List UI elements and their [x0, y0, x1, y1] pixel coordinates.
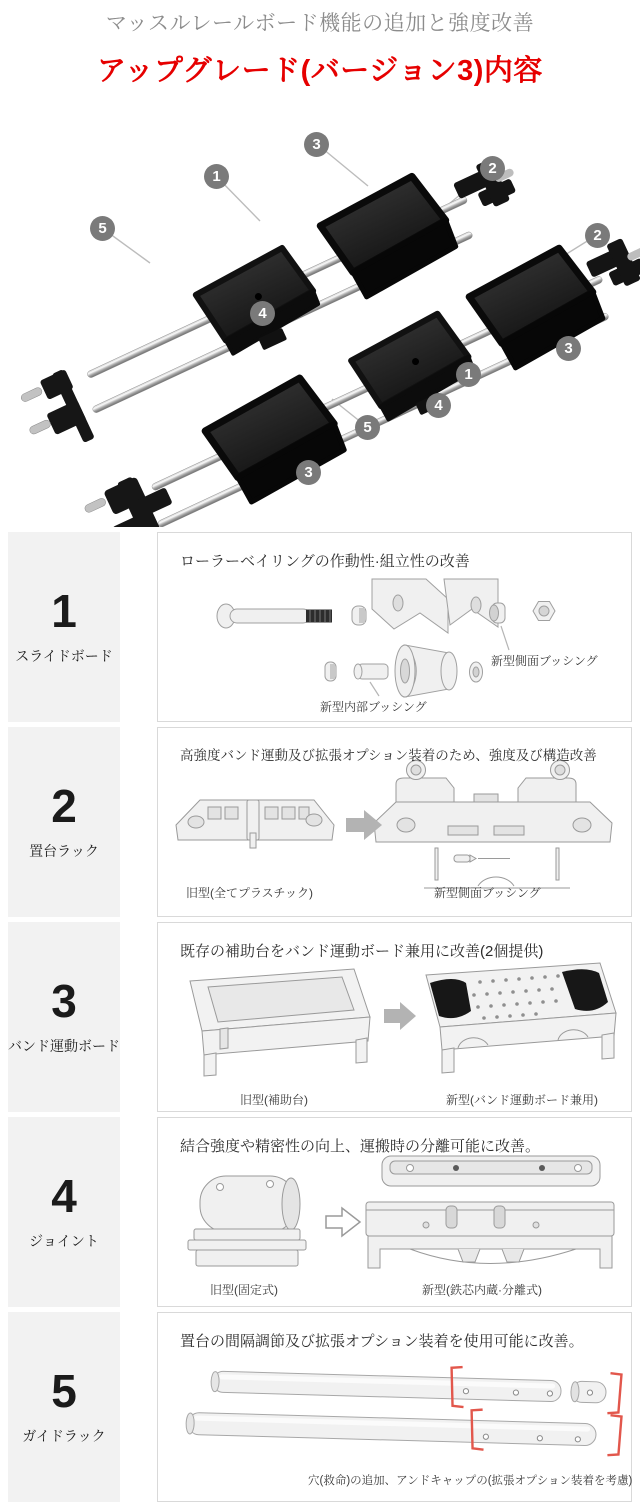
- section-number-box: [8, 727, 120, 917]
- callout-badge: 2: [480, 156, 505, 181]
- page-subtitle: アップグレード(バージョン3)内容: [97, 55, 543, 87]
- section-number-box: [8, 922, 120, 1112]
- section-content: [157, 1312, 632, 1502]
- section-name: 置台ラック: [29, 843, 99, 859]
- part-label: 旧型(全てプラスチック): [186, 886, 314, 900]
- section-content: [157, 1117, 632, 1307]
- section-number-box: [8, 532, 120, 722]
- spec-sections: [0, 532, 640, 1507]
- section-number: 1: [51, 585, 77, 637]
- section-rack: [0, 727, 640, 917]
- section-content: [157, 922, 632, 1112]
- part-label: 新型側面ブッシング: [491, 654, 598, 668]
- callout-badge: 3: [304, 132, 329, 157]
- section-heading: ローラーベイリングの作動性·組立性の改善: [180, 553, 470, 570]
- section-number: 4: [51, 1170, 77, 1222]
- section-heading: 高強度バンド運動及び拡張オプション装着のため、強度及び構造改善: [180, 748, 597, 763]
- section-number-box: [8, 1117, 120, 1307]
- section-number: 5: [51, 1365, 77, 1417]
- callout-badge: 2: [585, 223, 610, 248]
- section-content: [157, 532, 632, 722]
- part-label: 新型内部ブッシング: [320, 700, 427, 714]
- section-slideboard: [0, 532, 640, 722]
- section-heading: 結合強度や精密性の向上、運搬時の分離可能に改善。: [180, 1138, 541, 1155]
- section-name: バンド運動ボード: [8, 1038, 120, 1054]
- part-label: 旧型(固定式): [210, 1283, 278, 1297]
- section-heading: 既存の補助台をバンド運動ボード兼用に改善(2個提供): [180, 943, 544, 960]
- header: [0, 0, 640, 89]
- section-heading: 置台の間隔調節及び拡張オプション装着を使用可能に改善。: [180, 1333, 584, 1350]
- part-label: 新型側面ブッシング: [434, 886, 541, 900]
- callout-badge: 3: [556, 336, 581, 361]
- part-label: 新型(バンド運動ボード兼用): [446, 1093, 598, 1107]
- part-label: 新型(鉄芯内蔵·分離式): [422, 1283, 542, 1297]
- section-number: 3: [51, 975, 77, 1027]
- part-label: 旧型(補助台): [240, 1093, 308, 1107]
- page-title: マッスルレールボード機能の追加と強度改善: [105, 12, 535, 35]
- section-content: [157, 727, 632, 917]
- callout-badge: 1: [204, 164, 229, 189]
- left-end-bracket: [32, 368, 97, 452]
- arrow-right-outline-icon: [326, 1208, 360, 1236]
- cover-wedge-block: [202, 373, 350, 507]
- part-label: 穴(救命)の追加、アンドキャップの(拡張オプション装着を考慮): [308, 1475, 633, 1487]
- callout-badge: 5: [90, 216, 115, 241]
- section-guide-rack: [0, 1312, 640, 1502]
- callout-badge: 3: [296, 460, 321, 485]
- section-number-box: [8, 1312, 120, 1502]
- cover-wedge-block: [318, 171, 461, 302]
- callout-badge: 4: [426, 393, 451, 418]
- callout-badge: 5: [355, 415, 380, 440]
- callout-badge: 1: [456, 362, 481, 387]
- section-name: ジョイント: [29, 1233, 99, 1249]
- section-name: ガイドラック: [22, 1428, 106, 1444]
- hero-product-area: [0, 90, 640, 527]
- section-joint: [0, 1117, 640, 1307]
- section-name: スライドボード: [15, 648, 113, 664]
- callout-badge: 4: [250, 301, 275, 326]
- arrow-right-icon: [384, 1002, 416, 1030]
- section-band-board: [0, 922, 640, 1112]
- section-number: 2: [51, 780, 77, 832]
